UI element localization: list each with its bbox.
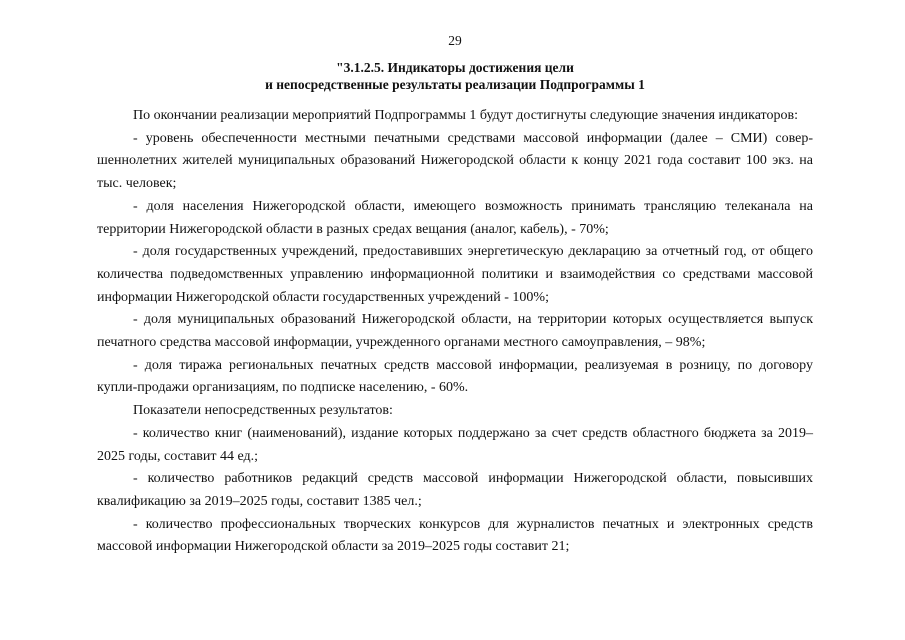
section-heading-line-2: и непосредственные результаты реализации Подпрограммы 1 [265,77,645,92]
result-item: - количество профессиональных творческих конкурсов для журналистов печатных и электронных средств массовой информации Нижегородской области за 2019–2025 годы составит 21; [97,516,813,555]
indicator-item: - доля государственных учреждений, предоставивших энергетическую декларацию за отчетный год, от общего количества подведомственных управлению информационной политики и взаимодействия со средствами массовой информации Нижегородской области государственных учреждений - 100%; [97,244,813,305]
indicator-item: - доля населения Нижегородской области, имеющего возможность принимать трансляцию телеканала на территории Нижегородской области в разных средах вещания (аналог, кабель), - 70%; [97,198,813,237]
indicator-item: - уровень обеспеченности местными печатными средствами массовой информации (далее – СМИ) совершеннолетних жителей муниципальных образований Нижегородской области к концу 2021 года составит 100 экз. на тыс. человек; [97,130,813,192]
indicator-item: - доля тиража региональных печатных средств массовой информации, реализуемая в розницу, по договору купли-продажи организациям, по подписке населению, - 60%. [97,357,813,396]
section-body [97,105,813,559]
result-item: - количество книг (наименований), издание которых поддержано за счет средств областного бюджета за 2019–2025 годы, составит 44 ед.; [97,425,813,464]
indicator-item: - доля муниципальных образований Нижегородской области, на территории которых осуществляется выпуск печатного средства массовой информации, учрежденного органами местного самоуправления, – 98%; [97,312,813,351]
page-number: 29 [448,33,462,48]
section-heading-line-1: "3.1.2.5. Индикаторы достижения цели [336,60,574,75]
intro-paragraph: По окончании реализации мероприятий Подпрограммы 1 будут достигнуты следующие значения индикаторов: [133,108,798,123]
results-intro-paragraph: Показатели непосредственных результатов: [133,403,393,419]
section-heading [97,59,813,93]
result-item: - количество работников редакций средств массовой информации Нижегородской области, повысивших квалификацию за 2019–2025 годы, составит 1385 чел.; [97,471,813,509]
